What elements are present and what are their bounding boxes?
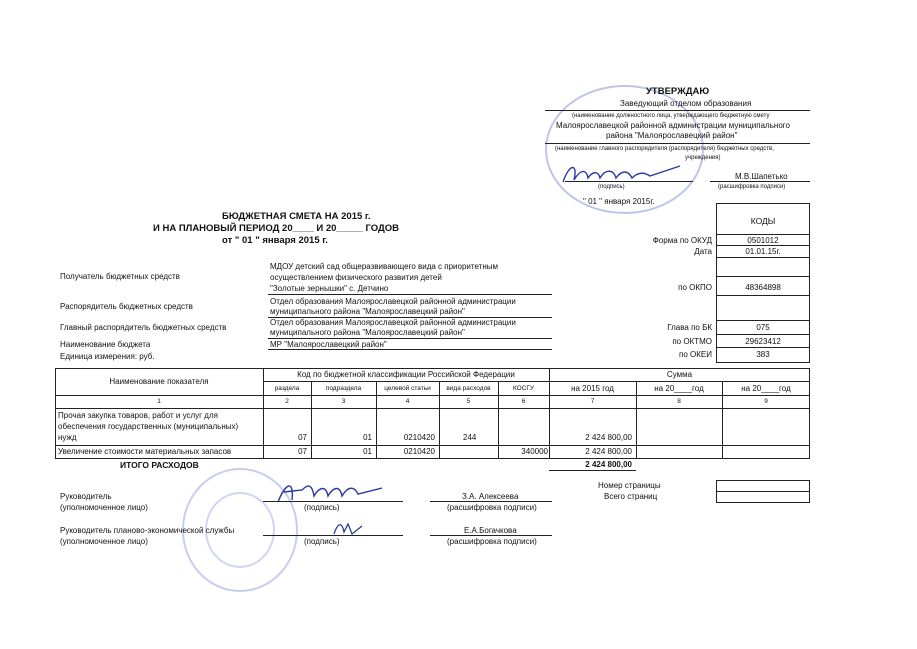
chief-line1: Отдел образования Малоярославецкой районной администрации (270, 318, 516, 327)
approval-org-line (545, 143, 810, 144)
codes-header: КОДЫ (750, 216, 776, 226)
codes-rule-7 (716, 347, 810, 348)
recipient-line2: осуществлением физического развития детей (270, 273, 442, 282)
approval-org-line2: района "Малоярославецкий район" (606, 131, 738, 140)
approval-sign-line (565, 181, 693, 182)
col-number-2: 2 (285, 398, 289, 405)
plan-label-hint: (уполномоченное лицо) (60, 537, 148, 546)
code-value-glava: 075 (756, 323, 770, 332)
table-col-rule-6 (549, 368, 550, 459)
total-label: ИТОГО РАСХОДОВ (120, 460, 199, 470)
total-value: 2 424 800,00 (585, 460, 632, 469)
approval-org-hint1: (наименование главного распорядителя (распорядителя) бюджетных средств, (555, 146, 774, 152)
col-number-1: 1 (157, 398, 161, 405)
sub-header-sum2015: на 2015 год (571, 384, 614, 393)
head-name-line (430, 501, 552, 502)
sub-header-kosgu: КОСГУ (512, 385, 535, 392)
approval-position-line (545, 110, 810, 111)
budget-label: Наименование бюджета (60, 340, 151, 349)
col-number-4: 4 (405, 398, 410, 405)
table-rule-group (263, 381, 810, 382)
code-label-glava: Глава по БК (667, 323, 712, 332)
recipient-label: Получатель бюджетных средств (60, 272, 180, 281)
col-number-3: 3 (341, 398, 346, 405)
code-value-date: 01.01.15г. (745, 247, 781, 256)
col-header-sum-group: Сумма (666, 370, 693, 379)
sub-header-podrazdel: подраздела (325, 385, 362, 392)
approval-title: УТВЕРЖДАЮ (646, 86, 710, 97)
manager-line2: муниципального района "Малоярославецкий район" (270, 307, 465, 316)
recipient-line1: МДОУ детский сад общеразвивающего вида с приоритетным (270, 262, 498, 271)
approval-org-hint2: учреждения) (685, 155, 721, 161)
code-label-okpo: по ОКПО (678, 283, 712, 292)
row1-sum2015: 2 424 800,00 (585, 433, 632, 442)
row1-celevaya: 0210420 (403, 433, 435, 442)
plan-name-hint: (расшифровка подписи) (447, 537, 537, 546)
code-value-okpo: 48364898 (745, 283, 781, 292)
chief-underline (268, 338, 552, 339)
approval-position-hint: (наименование должностного лица, утверждающего бюджетную смету (572, 113, 770, 119)
head-sign-line (263, 501, 403, 502)
head-name: З.А. Алексеева (462, 492, 519, 501)
codes-rule-6 (716, 334, 810, 335)
codes-rule-5 (716, 320, 810, 321)
approval-decode-hint: (расшифровка подписи) (718, 184, 786, 190)
codes-rule-4 (716, 295, 810, 296)
chief-line2: муниципального района "Малоярославецкий район" (270, 328, 465, 337)
table-rule-row1 (55, 445, 810, 446)
document-title: БЮДЖЕТНАЯ СМЕТА НА 2015 г. (222, 211, 371, 222)
plan-name-line (430, 535, 552, 536)
code-label-oktmo: по ОКТМО (672, 337, 712, 346)
row2-kosgu: 340000 (521, 447, 548, 456)
sub-header-razdel: раздела (274, 385, 300, 392)
unit-label: Единица измерения: руб. (60, 352, 155, 361)
row2-celevaya: 0210420 (403, 447, 435, 456)
plan-sign-line (263, 535, 403, 536)
total-pages-label: Всего страниц (604, 492, 658, 501)
chief-label: Главный распорядитель бюджетных средств (60, 323, 227, 332)
table-rule-head (55, 395, 810, 396)
approval-signer: М.В.Шапетько (735, 172, 788, 181)
row1-podrazdel: 01 (363, 433, 372, 442)
page-number-divider (716, 491, 810, 492)
head-name-hint: (расшифровка подписи) (447, 503, 537, 512)
row1-vid: 244 (463, 433, 477, 442)
plan-label: Руководитель планово-экономической службы (60, 526, 235, 535)
code-label-date: Дата (694, 247, 712, 256)
col-number-5: 5 (466, 398, 471, 405)
sub-header-vid: вида расходов (446, 385, 491, 392)
code-value-okei: 383 (756, 350, 770, 359)
plan-sign-hint: (подпись) (304, 537, 340, 546)
recipient-underline (268, 294, 552, 295)
col-number-7: 7 (590, 398, 595, 405)
head-label-hint: (уполномоченное лицо) (60, 503, 148, 512)
sub-header-sum-y3: на 20____год (741, 384, 791, 393)
code-value-oktmo: 29623412 (745, 337, 781, 346)
approval-position: Заведующий отделом образования (620, 99, 752, 108)
col-number-6: 6 (521, 398, 526, 405)
col-header-name: Наименование показателя (109, 377, 209, 386)
row2-name-line1: Увеличение стоимости материальных запасов (58, 447, 232, 456)
plan-name: Е.А.Богачкова (464, 526, 517, 535)
head-sign-hint: (подпись) (304, 503, 340, 512)
document-subtitle: И НА ПЛАНОВЫЙ ПЕРИОД 20____ И 20_____ ГОДОВ (153, 223, 400, 234)
total-underline (549, 470, 636, 471)
row2-razdel: 07 (298, 447, 307, 456)
code-label-okei: по ОКЕИ (679, 350, 712, 359)
row1-name-line2: обеспечения государственных (муниципальных) (58, 422, 239, 431)
document-date: от " 01 " января 2015 г. (222, 235, 328, 246)
row2-sum2015: 2 424 800,00 (585, 447, 632, 456)
col-number-9: 9 (764, 398, 768, 405)
approval-org-line1: Малоярославецкой районной администрации муниципального (556, 121, 790, 130)
codes-rule-1 (716, 245, 810, 246)
budget-value: МР "Малоярославецкий район" (270, 340, 387, 349)
col-number-8: 8 (677, 398, 681, 405)
approval-decode-line (710, 181, 810, 182)
budget-underline (268, 349, 552, 350)
recipient-line3: "Золотые зернышки" с. Детчино (270, 284, 389, 293)
head-label: Руководитель (60, 492, 112, 501)
sub-header-celevaya: целевой статьи (384, 385, 431, 392)
code-label-okud: Форма по ОКУД (652, 236, 712, 245)
col-header-code-group: Код по бюджетной классификации Российской Федерации (297, 370, 515, 379)
row1-name-line3: нужд (58, 433, 77, 442)
sub-header-sum-y2: на 20____год (654, 384, 704, 393)
code-value-okud: 0501012 (747, 236, 779, 245)
manager-label: Распорядитель бюджетных средств (60, 302, 193, 311)
approval-sign-hint: (подпись) (598, 184, 625, 190)
codes-rule-2 (716, 257, 810, 258)
page-number-label: Номер страницы (598, 481, 661, 490)
codes-rule-3 (716, 276, 810, 277)
row2-podrazdel: 01 (363, 447, 372, 456)
row1-name-line1: Прочая закупка товаров, работ и услуг для (58, 411, 218, 420)
manager-line1: Отдел образования Малоярославецкой районной администрации (270, 297, 516, 306)
codes-rule-0 (716, 234, 810, 235)
row1-razdel: 07 (298, 433, 307, 442)
table-col-rule-1 (263, 368, 264, 459)
table-rule-nums (55, 408, 810, 409)
approval-date: " 01 " января 2015г. (583, 197, 655, 206)
